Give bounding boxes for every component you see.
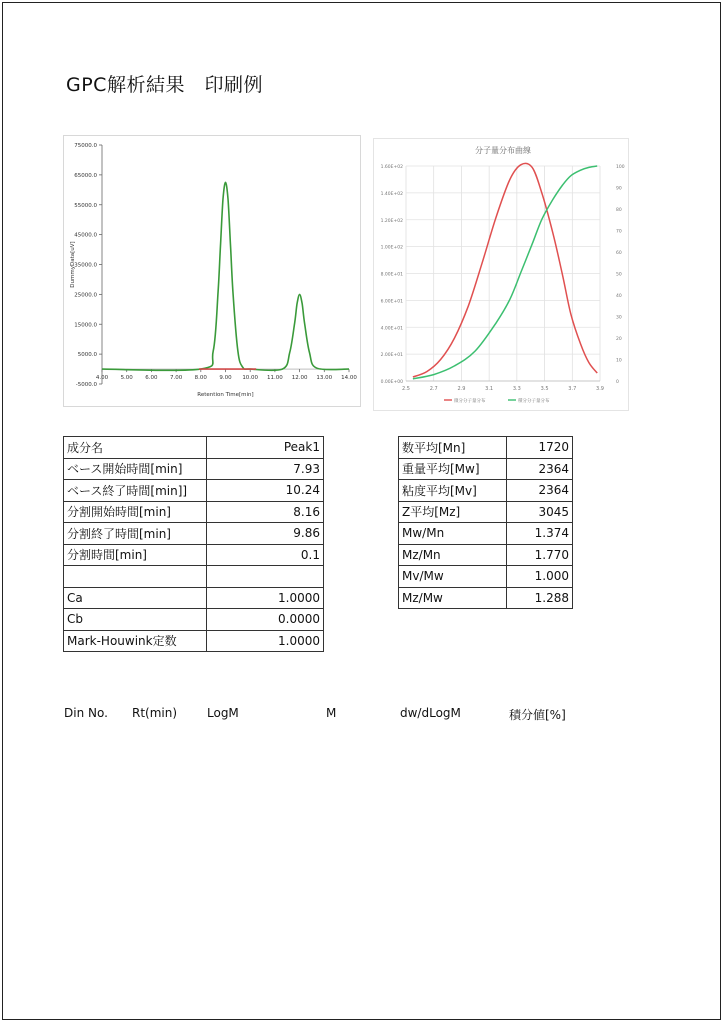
legend-label: 微分分子量分布 — [454, 399, 486, 404]
y-tick-label: 1.60E+02 — [380, 165, 403, 170]
param-key: 成分名 — [64, 437, 207, 459]
average-value: 2364 — [507, 480, 573, 502]
param-value — [207, 566, 324, 588]
param-key — [64, 566, 207, 588]
column-header: 積分値[%] — [509, 708, 566, 722]
x-tick-label: 9.00 — [219, 375, 232, 382]
legend-label: 積分分子量分布 — [518, 399, 550, 404]
y2-tick-label: 90 — [616, 186, 622, 192]
average-value: 1720 — [507, 437, 573, 459]
y-tick-label: 45000.0 — [74, 232, 97, 239]
x-tick-label: 3.9 — [596, 386, 604, 392]
x-tick-label: 8.00 — [194, 375, 207, 382]
molecular-weight-averages-table — [398, 436, 573, 609]
y-tick-label: 25000.0 — [74, 292, 97, 299]
y2-tick-label: 80 — [616, 208, 622, 213]
y2-tick-label: 20 — [616, 337, 622, 342]
y2-tick-label: 100 — [616, 165, 625, 170]
average-value: 2364 — [507, 458, 573, 480]
y2-tick-label: 70 — [616, 229, 622, 235]
param-row — [64, 523, 324, 545]
x-tick-label: 11.00 — [267, 375, 283, 382]
x-tick-label: 2.5 — [402, 386, 410, 392]
param-key: Cb — [64, 609, 207, 631]
y2-tick-label: 0 — [616, 380, 619, 385]
x-tick-label: 12.00 — [291, 375, 308, 382]
average-value: 1.770 — [507, 544, 573, 566]
param-key: 分割開始時間[min] — [64, 501, 207, 523]
x-tick-label: 2.7 — [429, 386, 438, 392]
column-header: Rt(min) — [132, 706, 178, 720]
average-value: 1.288 — [507, 587, 573, 609]
average-row — [399, 587, 573, 609]
param-value: 7.93 — [207, 458, 324, 480]
param-key: Ca — [64, 587, 207, 609]
differential-distribution-line — [413, 163, 597, 377]
molecular-weight-distribution-chart — [373, 138, 629, 411]
param-value: 9.86 — [207, 523, 324, 545]
x-tick-label: 5.00 — [120, 375, 133, 382]
average-row — [399, 566, 573, 588]
average-row — [399, 523, 573, 545]
y-axis-label: DummyData[uV] — [70, 241, 76, 288]
x-tick-label: 14.00 — [341, 375, 357, 382]
param-value: 1.0000 — [207, 630, 324, 652]
y-tick-label: 0.00E+00 — [380, 380, 403, 385]
x-tick-label: 3.3 — [512, 386, 521, 392]
distribution-svg — [374, 139, 628, 410]
average-value: 1.000 — [507, 566, 573, 588]
param-row — [64, 501, 324, 523]
y-tick-label: 1.20E+02 — [380, 218, 403, 224]
average-key: 数平均[Mn] — [399, 437, 507, 459]
y-tick-label: 6.00E+01 — [380, 299, 403, 305]
x-axis-label: Retention Time[min] — [197, 392, 254, 398]
param-value: Peak1 — [207, 437, 324, 459]
x-tick-label: 3.1 — [485, 386, 494, 392]
param-row — [64, 437, 324, 459]
chromatogram-chart — [63, 135, 361, 407]
param-value: 0.1 — [207, 544, 324, 566]
average-row — [399, 501, 573, 523]
average-key: Mz/Mw — [399, 587, 507, 609]
y2-tick-label: 50 — [616, 272, 622, 278]
x-tick-label: 4.00 — [95, 375, 109, 382]
column-header: dw/dLogM — [400, 706, 461, 720]
param-key: ベース開始時間[min] — [64, 458, 207, 480]
y-tick-label: 75000.0 — [74, 143, 97, 149]
y-tick-label: 4.00E+01 — [380, 326, 403, 332]
column-header: Din No. — [64, 706, 108, 720]
average-key: 粘度平均[Mv] — [399, 480, 507, 502]
param-value: 8.16 — [207, 501, 324, 523]
y-tick-label: 55000.0 — [74, 202, 97, 209]
column-header: LogM — [207, 706, 239, 720]
param-row — [64, 458, 324, 480]
y2-tick-label: 10 — [616, 358, 622, 364]
param-key: 分割時間[min] — [64, 544, 207, 566]
y-tick-label: 2.00E+01 — [380, 353, 403, 359]
chromatogram-signal-line — [102, 182, 349, 370]
integral-distribution-line — [413, 166, 597, 379]
average-value: 1.374 — [507, 523, 573, 545]
y-tick-label: 1.00E+02 — [380, 245, 403, 251]
x-tick-label: 3.5 — [540, 386, 549, 392]
param-key: Mark-Houwink定数 — [64, 630, 207, 652]
x-tick-label: 2.9 — [457, 386, 466, 392]
y-tick-label: 65000.0 — [74, 172, 97, 179]
param-row — [64, 480, 324, 502]
param-value: 1.0000 — [207, 587, 324, 609]
average-value: 3045 — [507, 501, 573, 523]
param-key: ベース終了時間[min]] — [64, 480, 207, 502]
average-row — [399, 480, 573, 502]
average-key: Mz/Mn — [399, 544, 507, 566]
chart-title: 分子量分布曲線 — [475, 146, 531, 155]
x-tick-label: 6.00 — [145, 375, 158, 382]
x-tick-label: 10.00 — [242, 375, 259, 382]
average-key: Z平均[Mz] — [399, 501, 507, 523]
y-tick-label: -5000.0 — [75, 382, 97, 388]
analysis-parameters-table — [63, 436, 324, 652]
param-value: 0.0000 — [207, 609, 324, 631]
average-row — [399, 544, 573, 566]
y-tick-label: 8.00E+01 — [380, 272, 403, 278]
param-row — [64, 544, 324, 566]
param-row — [64, 630, 324, 652]
average-key: Mw/Mn — [399, 523, 507, 545]
y-tick-label: 5000.0 — [77, 352, 97, 359]
average-key: Mv/Mw — [399, 566, 507, 588]
y-tick-label: 15000.0 — [74, 322, 97, 329]
chromatogram-svg — [64, 136, 360, 406]
param-value: 10.24 — [207, 480, 324, 502]
average-row — [399, 458, 573, 480]
y2-tick-label: 40 — [616, 294, 622, 299]
x-tick-label: 7.00 — [169, 375, 183, 382]
page-title: GPC解析結果 印刷例 — [66, 74, 263, 96]
param-key: 分割終了時間[min] — [64, 523, 207, 545]
y2-tick-label: 60 — [616, 251, 622, 256]
y-tick-label: 1.40E+02 — [380, 191, 403, 197]
x-tick-label: 13.00 — [316, 375, 333, 382]
y2-tick-label: 30 — [616, 315, 622, 321]
param-row — [64, 587, 324, 609]
x-tick-label: 3.7 — [568, 386, 577, 392]
param-row — [64, 566, 324, 588]
y-tick-label: 35000.0 — [74, 262, 97, 269]
column-header: M — [326, 706, 337, 720]
average-row — [399, 437, 573, 459]
average-key: 重量平均[Mw] — [399, 458, 507, 480]
param-row — [64, 609, 324, 631]
